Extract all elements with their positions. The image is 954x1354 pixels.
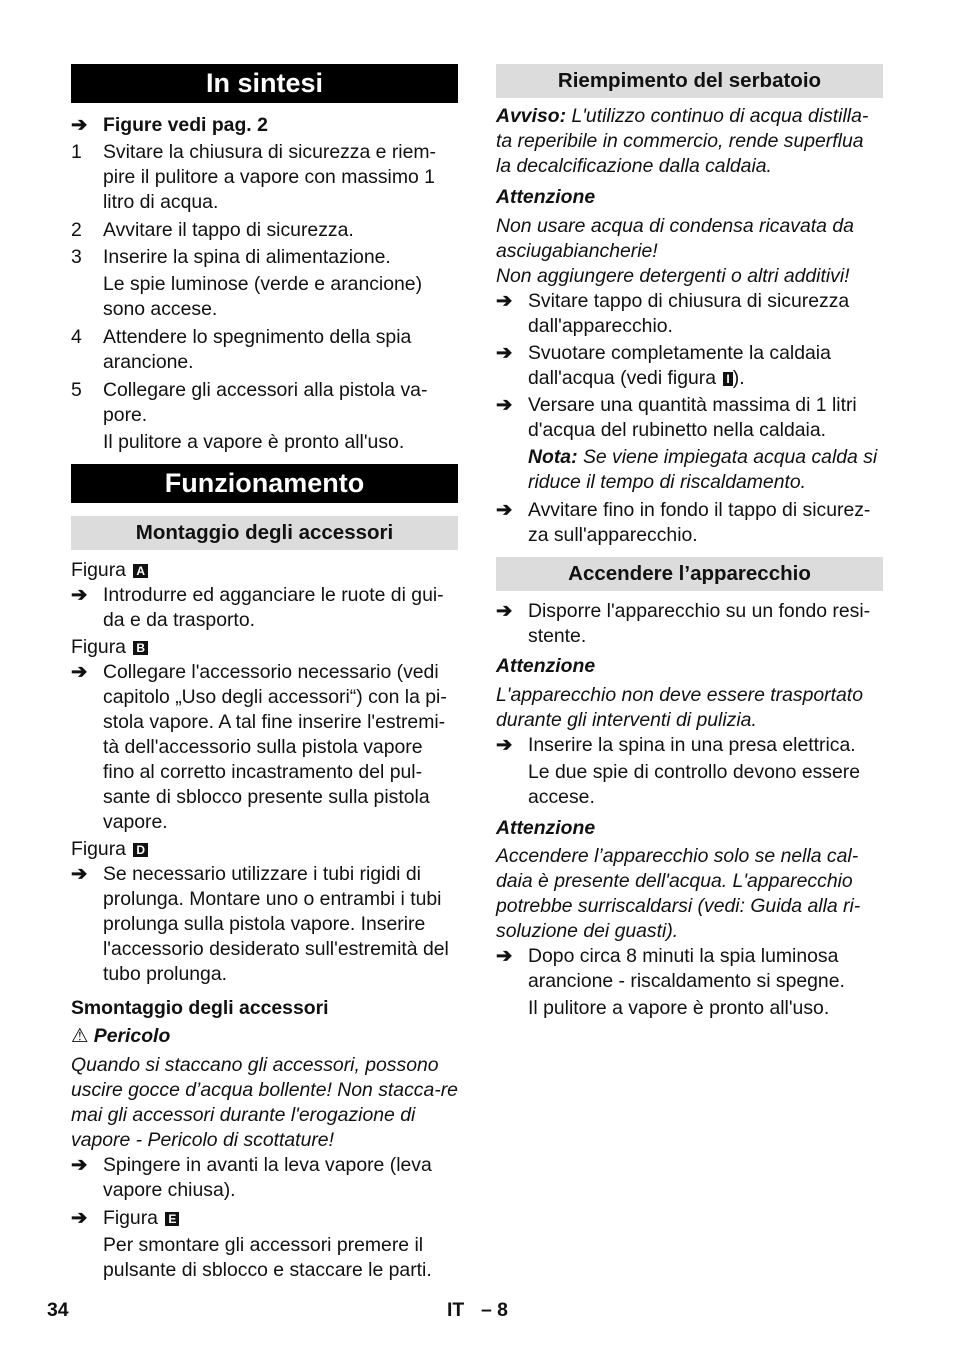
section-page-number: – 8 (481, 1299, 508, 1321)
bullet-leva: ➔ Spingere in avanti la leva vapore (leva vapore chiusa). (71, 1154, 432, 1201)
bullet-inserire: ➔ Inserire la spina in una presa elettrica. (496, 734, 856, 756)
attenzione-label-1: Attenzione (496, 186, 596, 208)
figure-label-a: Figura A (71, 558, 458, 583)
step-5: 5 Collegare gli accessori alla pistola va-pore. (71, 379, 428, 426)
bullet-ruote: ➔ Introdurre ed agganciare le ruote di gui-da e da trasporto. (71, 584, 444, 631)
bullet-svitare: ➔ Svitare tappo di chiusura di sicurezza dall'apparecchio. (496, 290, 850, 337)
attenzione-label-3: Attenzione (496, 817, 596, 839)
step-3: 3 Inserire la spina di alimentazione. (71, 246, 391, 268)
bullet-versare: ➔ Versare una quantità massima di 1 litri d'acqua del rubinetto nella caldaia. (496, 394, 857, 441)
attenzione-text-3: Accendere l’apparecchio solo se nella cal-daia è presente dell'acqua. L'apparecchio potrebbe surriscaldarsi (vedi: Guida alla ri-soluzione dei guasti). (496, 845, 861, 942)
bullet-dopo: ➔ Dopo circa 8 minuti la spia luminosa arancione - riscaldamento si spegne. (496, 945, 845, 992)
arrow-icon: ➔ (496, 342, 513, 364)
bullet-figura-e: ➔ Figura E (71, 1206, 458, 1231)
figure-reference: ➔ Figure vedi pag. 2 (71, 114, 268, 136)
warning-triangle-icon: ⚠ (71, 1025, 89, 1047)
bullet-tubi: ➔ Se necessario utilizzare i tubi rigidi di prolunga. Montare uno o entrambi i tubi prolunga sulla pistola vapore. Inserire l'accessorio desiderato sull'estremità del tubo prolunga. (71, 863, 449, 985)
step-3-note: Le spie luminose (verde e arancione) sono accese. (103, 273, 423, 320)
figure-label-d: Figura D (71, 837, 458, 862)
figure-a-icon: A (133, 564, 148, 578)
warning-text: Quando si staccano gli accessori, possono uscire gocce d’acqua bollente! Non stacca-re mai gli accessori durante l'erogazione di vapore - Pericolo di scottature! (71, 1054, 458, 1151)
section-heading-in-sintesi: In sintesi (71, 64, 458, 103)
arrow-icon: ➔ (71, 661, 88, 683)
bullet-avvitare: ➔ Avvitare fino in fondo il tappo di sicurez-za sull'apparecchio. (496, 499, 871, 546)
subheading-smontaggio: Smontaggio degli accessori (71, 997, 329, 1019)
avviso-paragraph: Avviso: L'utilizzo continuo di acqua distilla-ta reperibile in commercio, rende superflua la decalcificazione dalla caldaia. (496, 105, 869, 177)
arrow-icon: ➔ (496, 394, 513, 416)
bullet-svuotare: ➔ Svuotare completamente la caldaia dall'acqua (vedi figura I ). (496, 342, 831, 389)
arrow-icon: ➔ (71, 1154, 88, 1176)
arrow-icon: ➔ (496, 600, 513, 622)
subsection-heading-riempimento: Riempimento del serbatoio (496, 64, 883, 98)
bullet-collegare: ➔ Collegare l'accessorio necessario (vedi capitolo „Uso degli accessori“) con la pi-stola vapore. A tal fine inserire l'estremi-tà dell'accessorio sulla pistola vapore fino al corretto incastramento del pul-sante di sblocco presente sulla pistola vapore. (71, 661, 447, 833)
arrow-icon: ➔ (496, 499, 513, 521)
figure-b-icon: B (133, 641, 148, 655)
attenzione-text-2: L'apparecchio non deve essere trasportato durante gli interventi di pulizia. (496, 684, 863, 731)
bullet-disporre: ➔ Disporre l'apparecchio su un fondo resi-stente. (496, 600, 871, 647)
right-column (496, 64, 883, 1021)
left-column (71, 64, 458, 1283)
figure-i-icon: I (723, 372, 732, 386)
subsection-heading-accendere: Accendere l’apparecchio (496, 557, 883, 591)
attenzione-text-1b: Non aggiungere detergenti o altri additivi! (496, 265, 850, 287)
arrow-icon: ➔ (496, 290, 513, 312)
figure-label-b: Figura B (71, 635, 458, 660)
step-5-note: Il pulitore a vapore è pronto all'uso. (103, 431, 405, 453)
inserire-note: Le due spie di controllo devono essere accese. (528, 761, 861, 808)
subsection-heading-montaggio: Montaggio degli accessori (71, 516, 458, 550)
section-heading-funzionamento: Funzionamento (71, 464, 458, 503)
smontare-note: Per smontare gli accessori premere il pulsante di sblocco e staccare le parti. (103, 1234, 432, 1281)
attenzione-label-2: Attenzione (496, 655, 596, 677)
nota-paragraph: Nota: Se viene impiegata acqua calda si riduce il tempo di riscaldamento. (528, 446, 878, 493)
page-number: 34 (47, 1299, 69, 1321)
arrow-icon: ➔ (71, 1207, 88, 1229)
step-4: 4 Attendere lo spegnimento della spia arancione. (71, 326, 412, 373)
language-code: IT (447, 1299, 465, 1321)
warning-heading: ⚠ Pericolo (71, 1025, 171, 1047)
arrow-icon: ➔ (496, 734, 513, 756)
attenzione-text-1a: Non usare acqua di condensa ricavata da asciugabiancherie! (496, 215, 854, 262)
step-2: 2 Avvitare il tappo di sicurezza. (71, 219, 354, 241)
arrow-icon: ➔ (496, 945, 513, 967)
arrow-icon: ➔ (71, 114, 88, 136)
figure-d-icon: D (133, 843, 148, 857)
arrow-icon: ➔ (71, 584, 88, 606)
arrow-icon: ➔ (71, 863, 88, 885)
pronto-note: Il pulitore a vapore è pronto all'uso. (528, 997, 830, 1019)
figure-e-icon: E (165, 1212, 179, 1226)
step-1: 1 Svitare la chiusura di sicurezza e riem-pire il pulitore a vapore con massimo 1 litro di acqua. (71, 141, 436, 213)
